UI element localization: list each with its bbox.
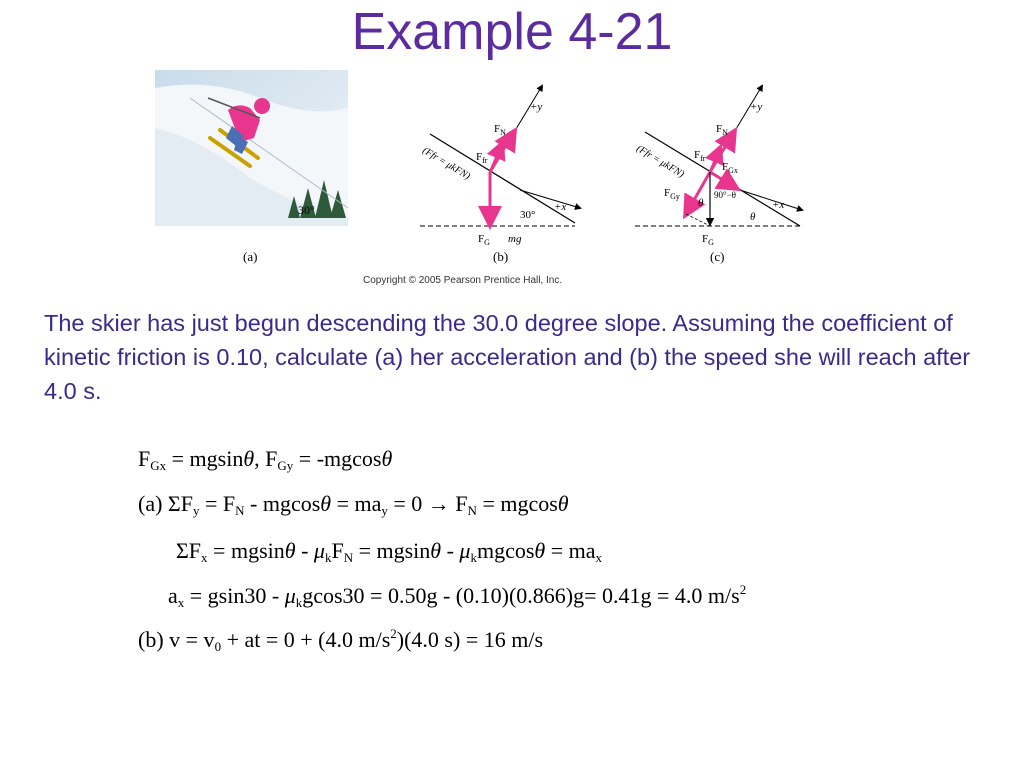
fn-label-b: $F_N$	[494, 123, 506, 137]
plus-y-label-c: +y	[750, 101, 763, 113]
panel-c-diagram	[634, 86, 802, 264]
equation-3: $\Sigma F_x = mgsin\theta - \mu_kF_N = mgsin\theta - \mu_kmgcos\theta = ma_x$	[176, 538, 603, 565]
fg-label-b: $F_G$	[478, 233, 490, 247]
plus-x-axis-b	[520, 190, 580, 208]
plus-x-axis-c	[740, 190, 802, 210]
equation-5: (b) $v = v_0$ + at = 0 + (4.0 $m/s^2)(4.0$ s) = 16 m/s	[138, 626, 544, 654]
ffr-label-b: $F_{fr}$	[476, 151, 488, 165]
problem-text: The skier has just begun descending the 30.0 degree slope. Assuming the coefficient of kinetic friction is 0.10, calculate (a) her acceleration and (b) the speed she will reach after 4.0 s.	[44, 310, 971, 404]
ffr-label-c: $F_{fr}$	[694, 149, 706, 163]
equation-4: $a_x = gsin30 - \mu_kgcos30 = 0.50g - (0.10)(0.866)g= 0.41g = 4.0$ $m/s^2$	[168, 582, 747, 610]
fg-label-c: $F_G$	[702, 233, 714, 247]
fgy-label-c: $F_{Gy}$	[664, 187, 680, 201]
panel-a-label: (a)	[243, 249, 258, 264]
panel-a-illustration	[155, 70, 348, 264]
plus-x-label-c: +x	[772, 199, 785, 211]
theta-slope-label-c: θ	[750, 211, 756, 223]
equation-1: $F_{Gx} = mgsin\theta$, $F_{Gy} = -mgcos\theta$	[138, 446, 393, 473]
panel-a-angle: 30°	[298, 203, 315, 217]
friction-note-c: (Ffr = μkFN)	[634, 143, 686, 181]
theta-label-c: θ	[698, 197, 704, 209]
panel-c-label: (c)	[710, 249, 725, 264]
panel-b-label: (b)	[493, 249, 509, 264]
panel-b-diagram	[420, 86, 580, 264]
fgx-label-c: $F_{Gx}$	[722, 161, 738, 175]
figure	[150, 68, 820, 290]
angle-90-label-c: 90°−θ	[714, 190, 736, 200]
friction-arrow-b	[490, 144, 502, 172]
fn-label-c: $F_N$	[716, 123, 728, 137]
plus-x-label-b: +x	[554, 201, 567, 213]
slide-title: Example 4-21	[351, 3, 673, 61]
equation-2: (a) $\Sigma F_y = F_N - mgcos\theta = ma_y = 0 \to F_N = mgcos\theta$	[138, 491, 569, 518]
mg-label-b: mg	[508, 233, 522, 245]
plus-y-label-b: +y	[530, 101, 543, 113]
copyright-text: Copyright © 2005 Pearson Prentice Hall, Inc.	[363, 275, 563, 286]
component-dashed-c	[686, 214, 710, 226]
friction-note-b: (Ffr = μkFN)	[420, 145, 472, 183]
figure-svg	[150, 68, 820, 290]
angle-label-b: 30°	[520, 209, 536, 221]
